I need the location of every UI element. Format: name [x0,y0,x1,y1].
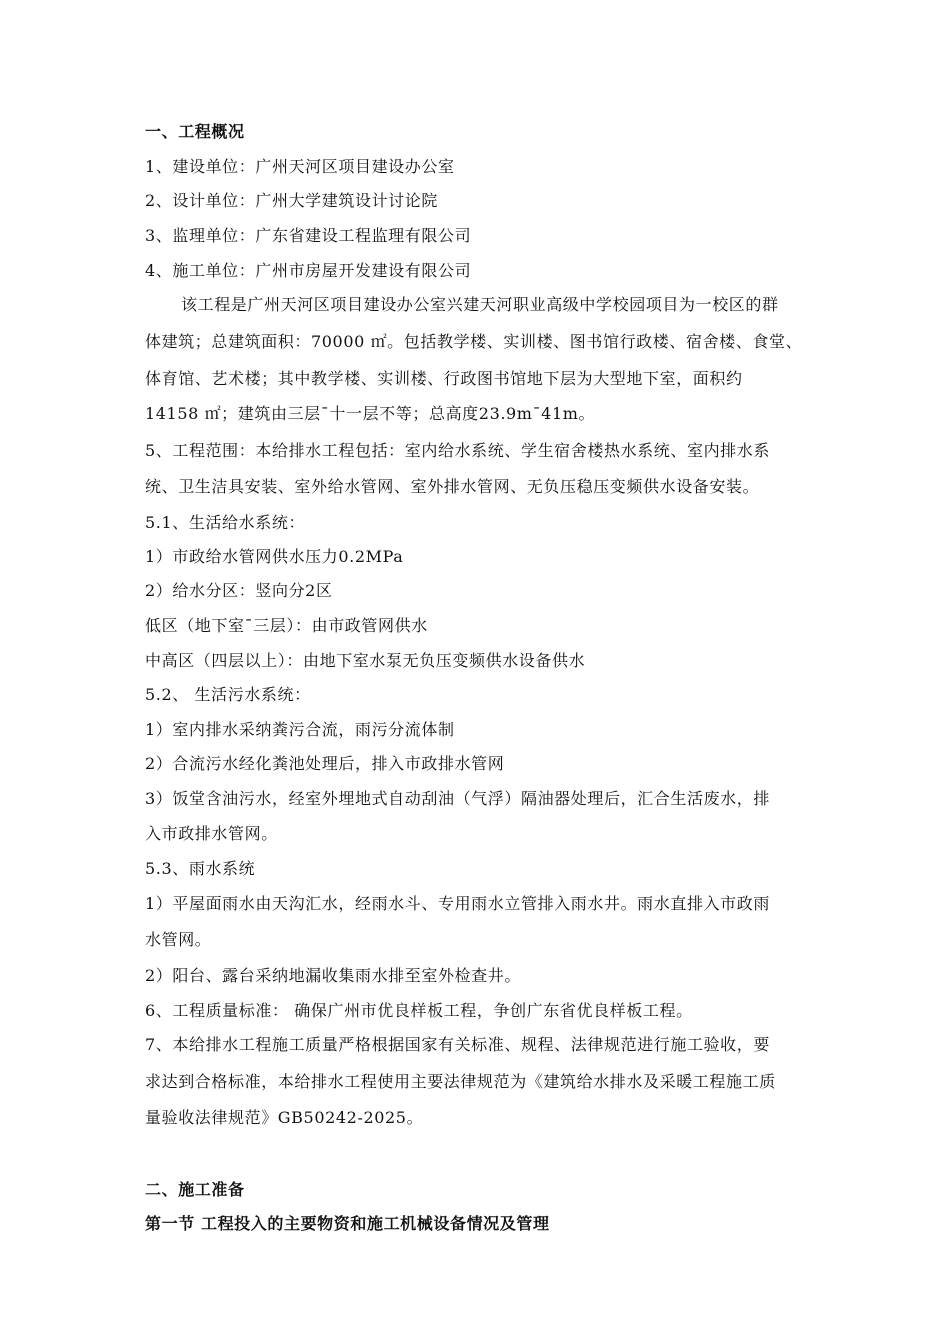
scope-line: 5、工程范围：本给排水工程包括：室内给水系统、学生宿舍楼热水系统、室内排水系 [145,441,770,460]
subsection-heading: 第一节 工程投入的主要物资和施工机械设备情况及管理 [145,1214,550,1233]
section-heading-overview: 一、工程概况 [145,122,245,141]
water-supply-item: 中高区（四层以上）：由地下室水泵无负压变频供水设备供水 [145,651,586,670]
sewage-item: 2）合流污水经化粪池处理后，排入市政排水管网 [145,754,505,773]
sewage-item: 3）饭堂含油污水，经室外埋地式自动刮油（气浮）隔油器处理后，汇合生活废水，排 [145,789,770,808]
specification-line: 量验收法律规范》GB50242-2025。 [145,1108,424,1127]
water-supply-item: 1）市政给水管网供水压力0.2MPa [145,547,404,566]
section-heading-preparation: 二、施工准备 [145,1180,245,1199]
rainwater-heading: 5.3、雨水系统 [145,859,256,878]
design-unit-line: 2、设计单位：广州大学建筑设计讨论院 [145,191,438,210]
rainwater-item: 2）阳台、露台采纳地漏收集雨水排至室外检查井。 [145,966,521,985]
rainwater-item: 水管网。 [145,930,212,949]
specification-line: 求达到合格标准，本给排水工程使用主要法律规范为《建筑给水排水及采暖工程施工质 [145,1072,776,1091]
project-description-line: 体育馆、艺术楼；其中教学楼、实训楼、行政图书馆地下层为大型地下室，面积约 [145,369,743,388]
supervision-unit-line: 3、监理单位：广东省建设工程监理有限公司 [145,226,472,245]
project-description-line: 14158 ㎡；建筑由三层¯十一层不等；总高度23.9m¯41m。 [145,404,596,423]
project-description-line: 该工程是广州天河区项目建设办公室兴建天河职业高级中学校园项目为一校区的群 [181,295,779,314]
rainwater-item: 1）平屋面雨水由天沟汇水，经雨水斗、专用雨水立管排入雨水井。雨水直排入市政雨 [145,894,770,913]
project-description-line: 体建筑；总建筑面积：70000 ㎡。包括教学楼、实训楼、图书馆行政楼、宿舍楼、食堂、 [145,332,803,351]
contractor-unit-line: 4、施工单位：广州市房屋开发建设有限公司 [145,261,472,280]
sewage-heading: 5.2、 生活污水系统： [145,685,311,704]
specification-line: 7、本给排水工程施工质量严格根据国家有关标准、规程、法律规范进行施工验收，要 [145,1035,770,1054]
scope-line: 统、卫生洁具安装、室外给水管网、室外排水管网、无负压稳压变频供水设备安装。 [145,477,760,496]
quality-standard-line: 6、工程质量标准： 确保广州市优良样板工程，争创广东省优良样板工程。 [145,1001,693,1020]
water-supply-item: 2）给水分区：竖向分2区 [145,581,333,600]
sewage-item: 1）室内排水采纳粪污合流，雨污分流体制 [145,720,455,739]
sewage-item: 入市政排水管网。 [145,824,278,843]
construction-unit-line: 1、建设单位：广州天河区项目建设办公室 [145,157,455,176]
water-supply-item: 低区（地下室¯三层）：由市政管网供水 [145,616,428,635]
water-supply-heading: 5.1、生活给水系统： [145,513,306,532]
